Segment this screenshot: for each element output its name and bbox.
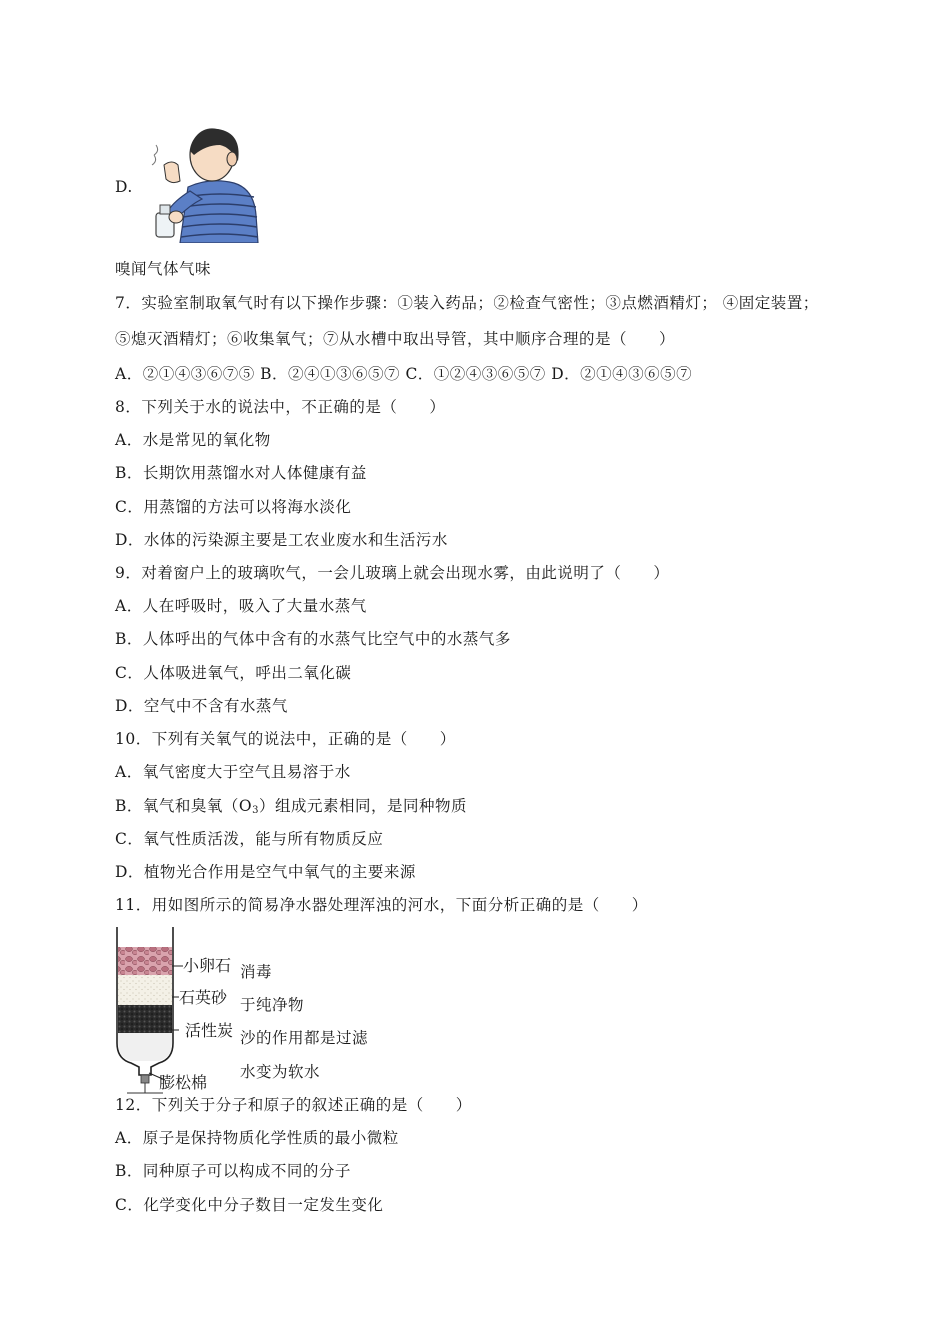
q11-option-c-fragment: 沙的作用都是过滤 [240, 1029, 369, 1047]
water-filter-figure [113, 925, 240, 1097]
q7-options: A．②①④③⑥⑦⑤ B．②④①③⑥⑤⑦ C．①②④③⑥⑤⑦ D．②①④③⑥⑤⑦ [115, 365, 693, 383]
filter-label-cotton: 膨松棉 [159, 1073, 208, 1092]
q8-option-b: B．长期饮用蒸馏水对人体健康有益 [115, 464, 367, 482]
q7-stem-line1: 7．实验室制取氧气时有以下操作步骤：①装入药品；②检查气密性；③点燃酒精灯； ④固定装置； [115, 294, 819, 312]
q8-option-a: A．水是常见的氧化物 [115, 431, 271, 449]
q10-option-c: C．氧气性质活泼，能与所有物质反应 [115, 830, 384, 848]
q9-option-a: A．人在呼吸时，吸入了大量水蒸气 [115, 597, 367, 615]
q11-stem: 11．用如图所示的简易净水器处理浑浊的河水，下面分析正确的是（ ） [115, 896, 648, 914]
q12-option-c: C．化学变化中分子数目一定发生变化 [115, 1196, 384, 1214]
q6-option-d-label: D. [115, 178, 133, 196]
q8-option-d: D．水体的污染源主要是工农业废水和生活污水 [115, 531, 448, 549]
filter-label-quartz-sand: 石英砂 [179, 988, 228, 1007]
q10-option-d: D．植物光合作用是空气中氧气的主要来源 [115, 863, 416, 881]
smelling-gas-illustration [150, 125, 260, 243]
q10-option-a: A．氧气密度大于空气且易溶于水 [115, 763, 351, 781]
q10-stem: 10．下列有关氧气的说法中，正确的是（ ） [115, 730, 456, 748]
q8-option-c: C．用蒸馏的方法可以将海水淡化 [115, 498, 352, 516]
q10-option-b: B．氧气和臭氧$(O_3)$组成元素相同，是同种物质 [115, 797, 467, 816]
q12-option-b: B．同种原子可以构成不同的分子 [115, 1162, 351, 1180]
q9-stem: 9．对着窗户上的玻璃吹气，一会儿玻璃上就会出现水雾，由此说明了（ ） [115, 564, 670, 582]
q8-stem: 8．下列关于水的说法中，不正确的是（ ） [115, 398, 446, 416]
q12-stem: 12．下列关于分子和原子的叙述正确的是（ ） [115, 1096, 472, 1114]
filter-label-activated-carbon: 活性炭 [185, 1021, 234, 1040]
q11-option-d-fragment: 水变为软水 [240, 1063, 321, 1081]
q11-option-b-fragment: 于纯净物 [240, 996, 305, 1014]
q6-option-d-caption: 嗅闻气体气味 [115, 260, 212, 278]
q11-option-a-fragment: 消毒 [240, 963, 273, 981]
filter-label-pebbles: 小卵石 [183, 956, 232, 975]
q12-option-a: A．原子是保持物质化学性质的最小微粒 [115, 1129, 399, 1147]
q9-option-c: C．人体吸进氧气，呼出二氧化碳 [115, 664, 352, 682]
q9-option-b: B．人体呼出的气体中含有的水蒸气比空气中的水蒸气多 [115, 630, 511, 648]
water-filter-diagram [113, 925, 240, 1097]
q9-option-d: D．空气中不含有水蒸气 [115, 697, 288, 715]
q7-stem-line2: ⑤熄灭酒精灯；⑥收集氧气；⑦从水槽中取出导管，其中顺序合理的是（ ） [115, 330, 676, 348]
